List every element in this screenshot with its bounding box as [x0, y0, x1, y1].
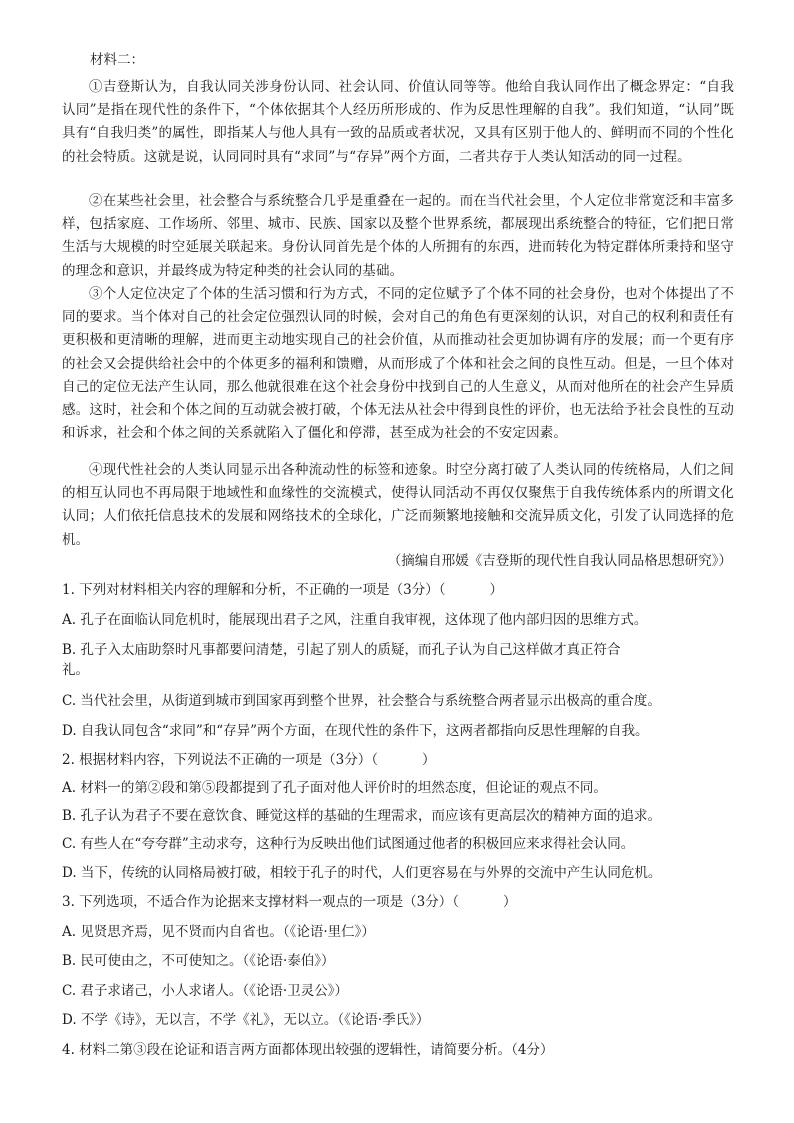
question-1-stem-end: ） [489, 582, 504, 598]
question-1-stem [62, 579, 742, 601]
question-2-option-a: A. 材料一的第②段和第⑤段都提到了孔子面对他人评价时的坦然态度，但论证的观点不同。 [62, 780, 607, 796]
question-1-option-c: C. 当代社会里，从街道到城市到国家再到整个世界，社会整合与系统整合两者显示出极高的重合度。 [62, 693, 661, 709]
paragraph-4: ④现代性社会的人类认同显示出各种流动性的标签和迹象。时空分离打破了人类认同的传统格局，人们之间的相互认同也不再局限于地域性和血缘性的交流模式，使得认同活动不再仅仅聚焦于自我传统体系内的所谓文化认同；人们依托信息技术的发展和网络技术的全球化，广泛而频繁地接触和交流异质文化，引发了认同选择的危机。 [62, 462, 734, 548]
question-1-option-d: D. 自我认同包含“求同”和“存异”两个方面，在现代性的条件下，这两者都指向反思性理解的自我。 [62, 723, 649, 739]
question-2-stem-text: 2. 根据材料内容，下列说法不正确的一项是（3分）（ [62, 752, 379, 768]
source-citation: （摘编自邢媛《吉登斯的现代性自我认同品格思想研究》） [387, 553, 732, 569]
question-1-option-a: A. 孔子在面临认同危机时，能展现出君子之风，注重自我审视，这体现了他内部归因的思维方式。 [62, 612, 648, 628]
question-3-stem-text: 3. 下列选项，不适合作为论据来支撑材料一观点的一项是（3分）（ [62, 894, 460, 910]
question-3-stem-end: ） [503, 894, 517, 910]
question-1-option-b-cont: 礼。 [62, 662, 89, 678]
question-2-option-d: D. 当下，传统的认同格局被打破，相较于孔子的时代，人们更容易在与外界的交流中产生认同危机。 [62, 865, 662, 881]
question-4-stem: 4. 材料二第③段在论证和语言两方面都体现出较强的逻辑性，请简要分析。（4分） [62, 1042, 554, 1058]
question-1-option-b: B. 孔子入太庙助祭时凡事都要问清楚，引起了别人的质疑，而孔子认为自己这样做才真正符合 [62, 642, 621, 658]
question-3-option-d: D. 不学《诗》，无以言，不学《礼》，无以立。（《论语·季氏》） [62, 1012, 430, 1028]
paragraph-3: ③个人定位决定了个体的生活习惯和行为方式，不同的定位赋予了个体不同的社会身份，也对个体提出了不同的要求。当个体对自己的社会定位强烈认同的时候，会对自己的角色有更深刻的认识，对自己的权利和责任有更积极和更清晰的理解，进而更主动地实现自己的社会价值，从而推动社会更加协调有序的发展；而一个更有序的社会又会提供给社会中的个体更多的福利和馈赠，从而形成了个体和社会之间的良性互动。但是，一旦个体对自己的定位无法产生认同，那么他就很难在这个社会身份中找到自己的人生意义，从而对他所在的社会产生异质感。这时，社会和个体之间的互动就会被打破，个体无法从社会中得到良性的评价，也无法给予社会良性的互动和诉求，社会和个体之间的关系就陷入了僵化和停滞，甚至成为社会的不安定因素。 [62, 286, 734, 442]
question-3-option-a: A. 见贤思齐焉，见不贤而内自省也。（《论语·里仁》） [62, 924, 375, 940]
question-2-stem [62, 749, 742, 771]
question-2-option-b: B. 孔子认为君子不要在意饮食、睡觉这样的基础的生理需求，而应该有更高层次的精神方面的追求。 [62, 808, 662, 824]
paragraph-2: ②在某些社会里，社会整合与系统整合几乎是重叠在一起的。而在当代社会里，个人定位非常宽泛和丰富多样，包括家庭、工作场所、邻里、城市、民族、国家以及整个世界系统，都展现出系统整合的特征，它们把日常生活与大规模的时空延展关联起来。身份认同首先是个体的人所拥有的东西，进而转化为特定群体所秉持和坚守的理念和意识，并最终成为特定种类的社会认同的基础。 [62, 193, 734, 279]
question-2-stem-end: ） [422, 752, 436, 768]
question-3-option-b: B. 民可使由之，不可使知之。（《论语·泰伯》） [62, 953, 335, 969]
question-3-stem [62, 891, 742, 913]
question-1-stem-text: 1. 下列对材料相关内容的理解和分析，不正确的一项是（3分）（ [62, 582, 446, 598]
question-3-option-c: C. 君子求诸己，小人求诸人。（《论语·卫灵公》） [62, 983, 348, 999]
paragraph-1: ①吉登斯认为，自我认同关涉身份认同、社会认同、价值认同等等。他给自我认同作出了概念界定：“自我认同”是指在现代性的条件下，“个体依据其个人经历所形成的、作为反思性理解的自我”。我们知道，“认同”既具有“自我归类”的属性，即指某人与他人具有一致的品质或者状况，又具有区别于他人的、鲜明而不同的个性化的社会特质。这就是说，认同同时具有“求同”与“存异”两个方面，二者共存于人类认知活动的同一过程。 [62, 79, 734, 165]
material-title: 材料二： [90, 52, 144, 68]
question-2-option-c: C. 有些人在“夸夸群”主动求夸，这种行为反映出他们试图通过他者的积极回应来求得社会认同。 [62, 836, 635, 852]
